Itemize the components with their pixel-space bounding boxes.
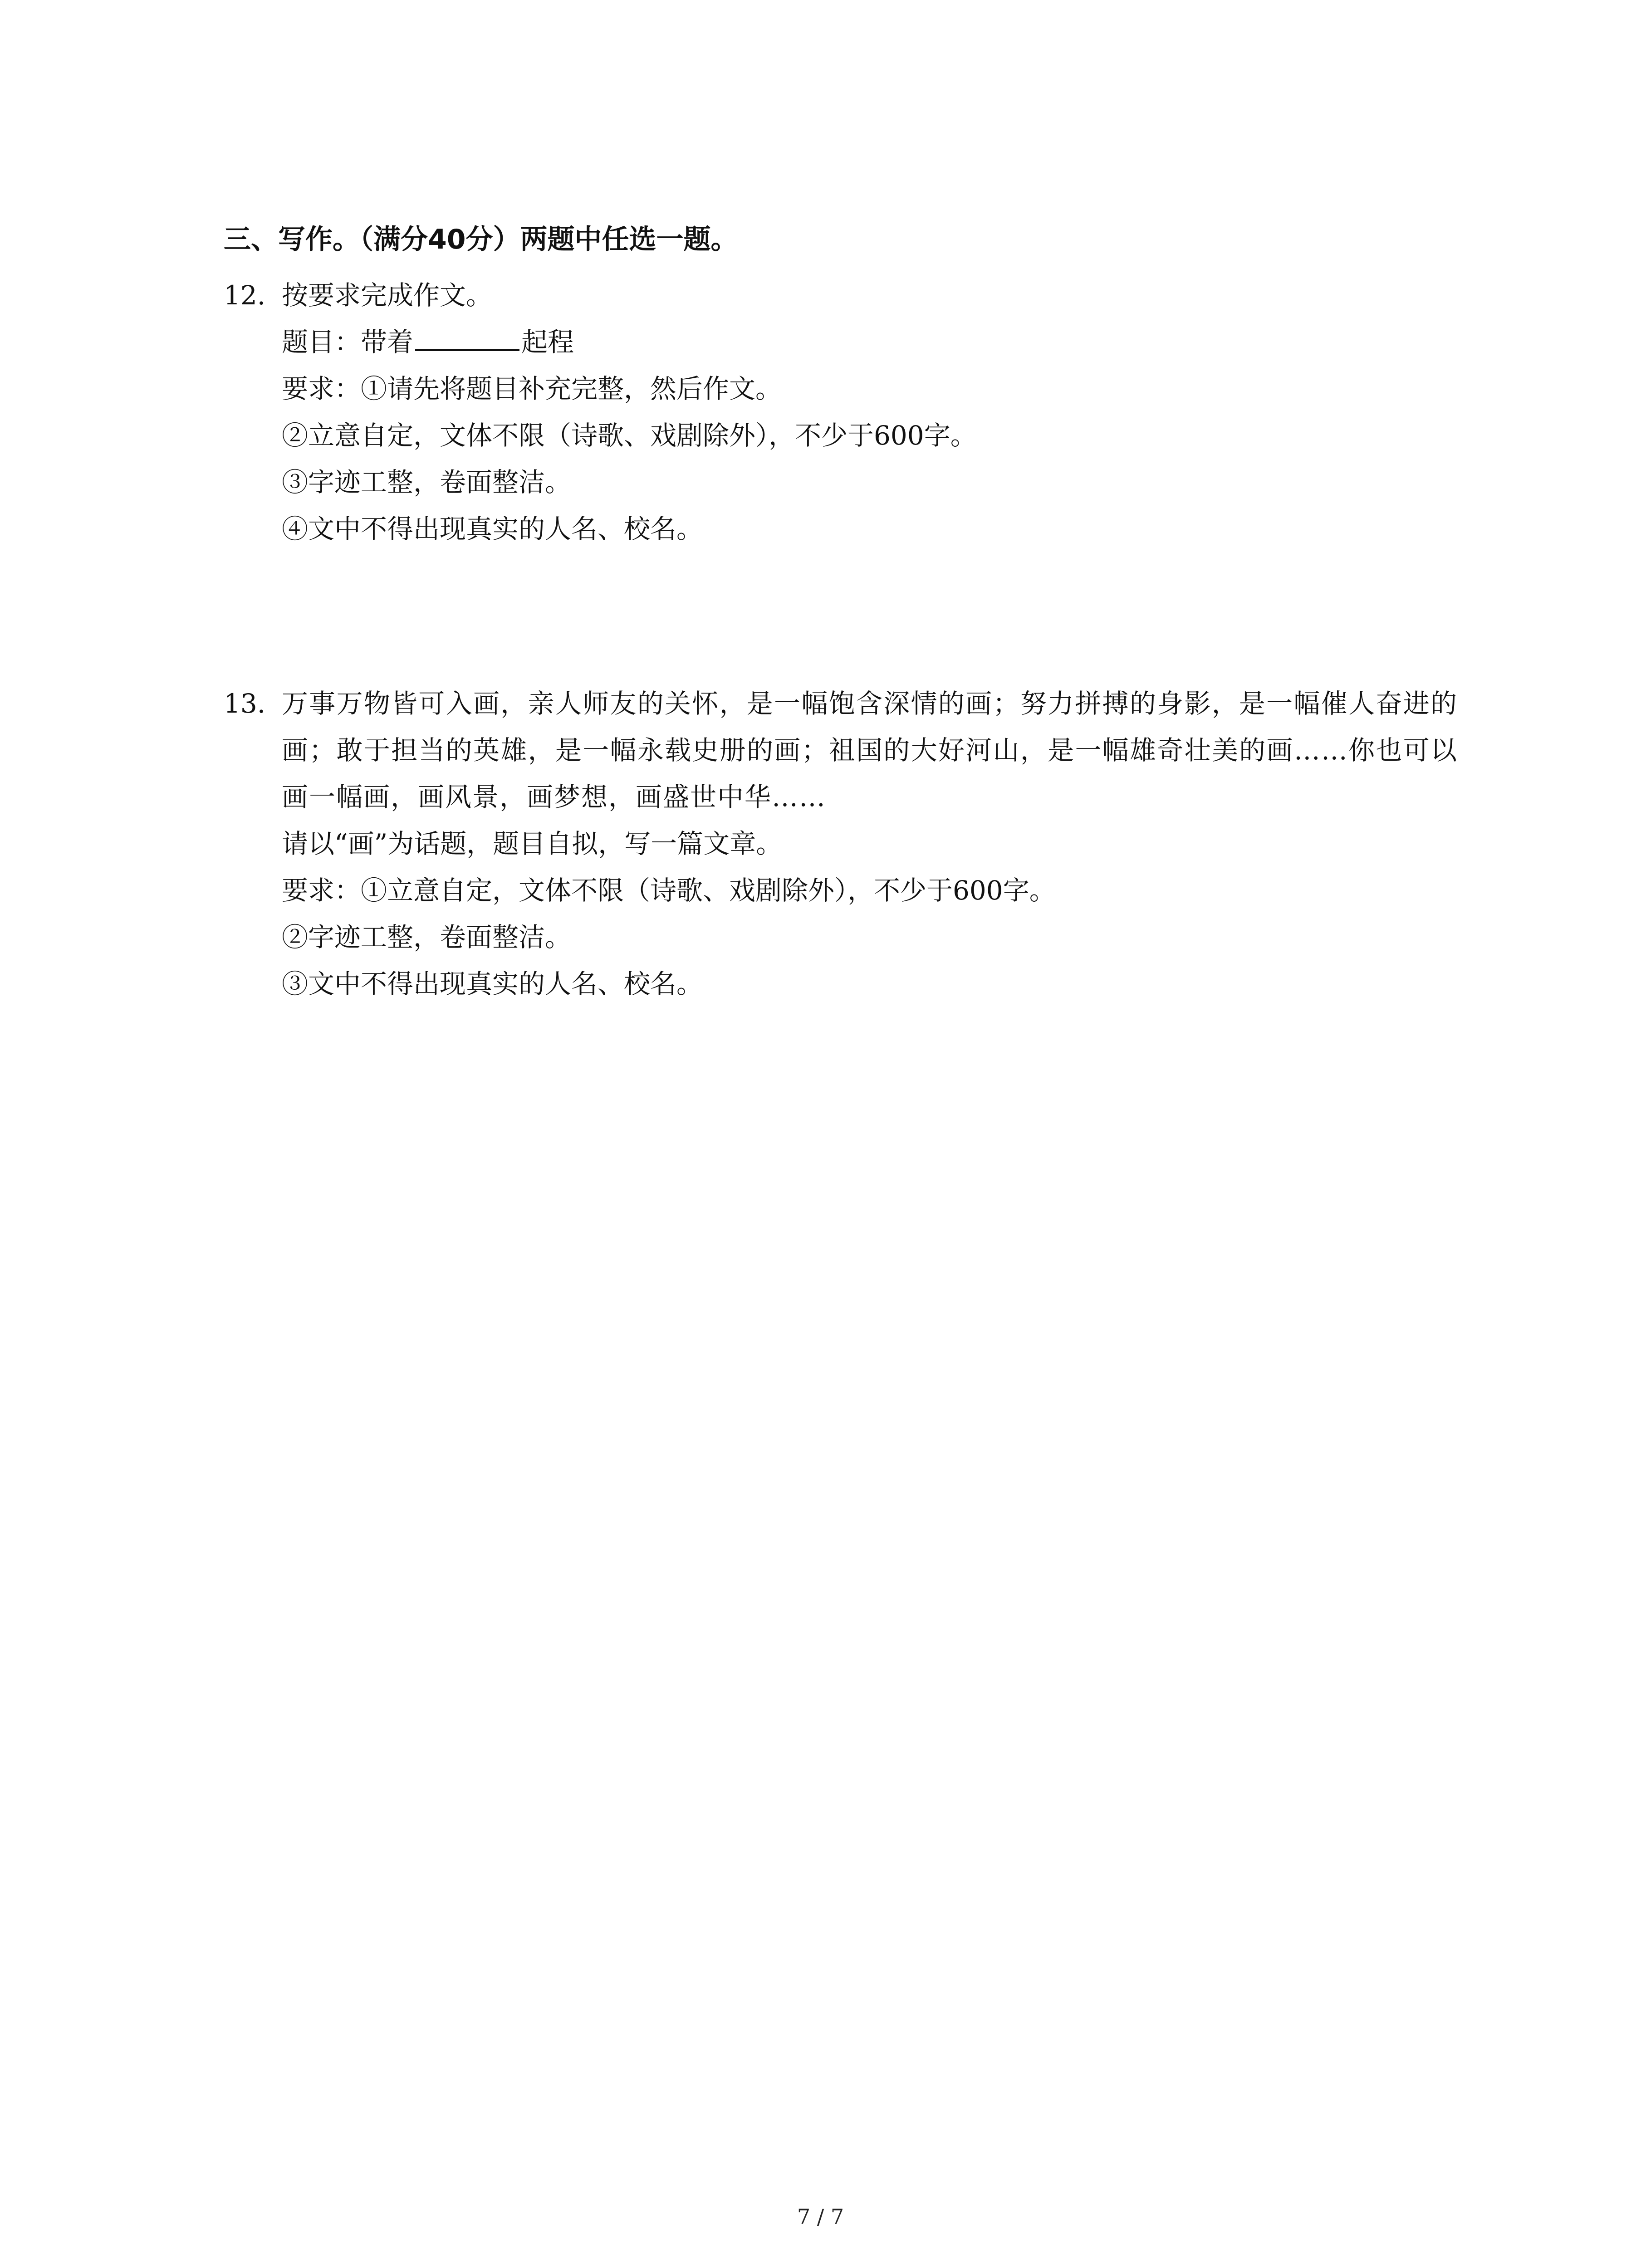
requirement-3: ③文中不得出现真实的人名、校名。 [282, 968, 703, 999]
question-body [282, 272, 1458, 552]
question-13 [224, 680, 1458, 1007]
essay-topic [282, 319, 1458, 366]
requirement-3: ③字迹工整，卷面整洁。 [282, 467, 572, 498]
topic-prefix: 题目：带着 [282, 327, 414, 357]
topic-suffix: 起程 [521, 327, 574, 357]
question-body [282, 680, 1458, 1007]
page-number: 7 / 7 [797, 2204, 844, 2229]
requirement-1: 要求：①立意自定，文体不限（诗歌、戏剧除外），不少于600字。 [282, 875, 1056, 906]
question-number: 12. [224, 280, 266, 311]
section-title: 三、写作。（满分40分）两题中任选一题。 [224, 224, 738, 255]
question-instruction: 请以“画”为话题，题目自拟，写一篇文章。 [282, 828, 783, 859]
requirement-2: ②字迹工整，卷面整洁。 [282, 922, 572, 953]
requirement-1: 要求：①请先将题目补充完整，然后作文。 [282, 373, 782, 404]
requirement-4: ④文中不得出现真实的人名、校名。 [282, 513, 703, 544]
requirement-2: ②立意自定，文体不限（诗歌、戏剧除外），不少于600字。 [282, 420, 977, 451]
topic-blank [415, 323, 519, 351]
question-passage: 万事万物皆可入画，亲人师友的关怀，是一幅饱含深情的画；努力拼搏的身影，是一幅催人奋进的画；敢于担当的英雄，是一幅永载史册的画；祖国的大好河山，是一幅雄奇壮美的画……你也可以画一幅画，画风景，画梦想，画盛世中华…… [282, 688, 1458, 812]
question-prompt: 按要求完成作文。 [282, 280, 493, 311]
question-12 [224, 272, 1458, 552]
question-number: 13. [224, 688, 266, 719]
